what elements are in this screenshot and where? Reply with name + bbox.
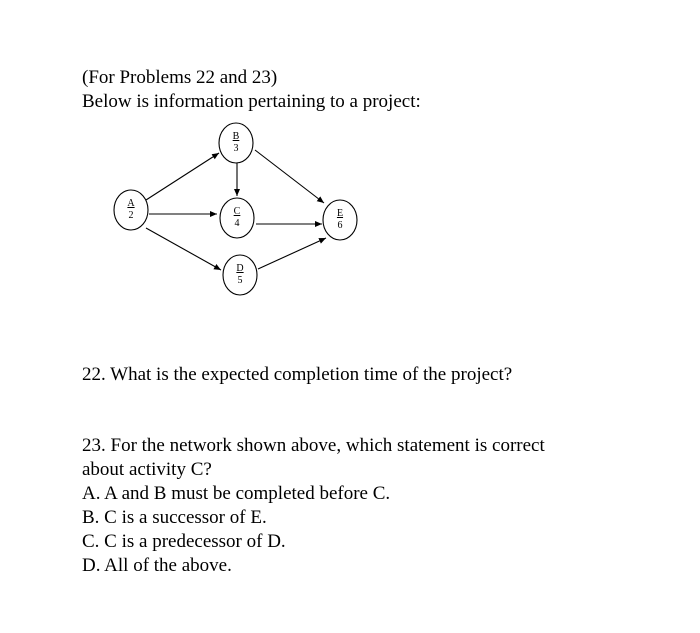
node-b-label: B (232, 131, 240, 142)
question-23-option-c: C. C is a predecessor of D. (82, 531, 286, 552)
question-23-line-1: 23. For the network shown above, which statement is correct (82, 435, 545, 456)
node-d-label: D (236, 263, 244, 274)
node-e (323, 200, 357, 240)
header-line-1: (For Problems 22 and 23) (82, 67, 278, 88)
edge-a-d (146, 228, 221, 270)
node-c-duration: 4 (234, 218, 240, 229)
node-a (114, 190, 148, 230)
node-d (223, 255, 257, 295)
node-b (219, 123, 253, 163)
node-a-label: A (127, 198, 135, 209)
node-d-duration: 5 (237, 275, 243, 286)
edge-d-e (258, 238, 326, 269)
node-e-duration: 6 (337, 220, 343, 231)
edge-b-e (255, 150, 324, 203)
header-line-2: Below is information pertaining to a project: (82, 91, 421, 112)
node-a-duration: 2 (128, 210, 134, 221)
node-e-label: E (336, 208, 344, 219)
node-c (220, 198, 254, 238)
question-23-line-2: about activity C? (82, 459, 212, 480)
node-c-label: C (233, 206, 241, 217)
question-23-option-a: A. A and B must be completed before C. (82, 483, 391, 504)
edge-a-b (146, 153, 219, 200)
question-23-option-d: D. All of the above. (82, 555, 232, 576)
question-23-option-b: B. C is a successor of E. (82, 507, 267, 528)
node-b-duration: 3 (233, 143, 239, 154)
question-22: 22. What is the expected completion time of the project? (82, 364, 513, 385)
